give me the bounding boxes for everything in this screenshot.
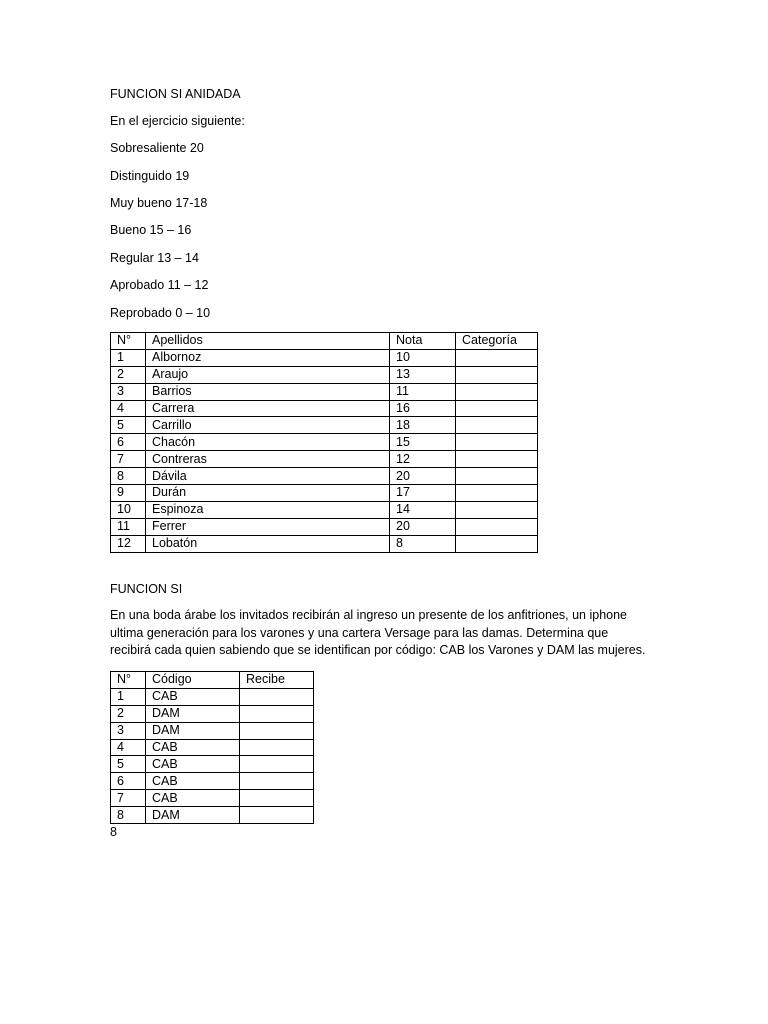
grades-table (110, 332, 538, 553)
table-cell: Ferrer (146, 518, 390, 535)
table-cell: CAB (146, 773, 240, 790)
table-cell: CAB (146, 739, 240, 756)
table-row (111, 688, 314, 705)
table-row (111, 434, 538, 451)
table-cell: DAM (146, 705, 240, 722)
table-cell: CAB (146, 756, 240, 773)
table-row (111, 468, 538, 485)
table-row (111, 349, 538, 366)
table-cell: Lobatón (146, 535, 390, 552)
table-cell: 8 (111, 807, 146, 824)
table-cell: 5 (111, 417, 146, 434)
table-cell: Dávila (146, 468, 390, 485)
table-cell: 2 (111, 705, 146, 722)
table-cell: 8 (390, 535, 456, 552)
codes-table (110, 671, 314, 824)
table-cell: 10 (390, 349, 456, 366)
header-categoria: Categoría (456, 333, 538, 350)
table-cell: CAB (146, 790, 240, 807)
section2-paragraph-line-3: recibirá cada quien sabiendo que se identifican por código: CAB los Varones y DAM las mujeres. (110, 643, 646, 657)
table-cell: 2 (111, 366, 146, 383)
table-cell: 13 (390, 366, 456, 383)
table-cell (240, 790, 314, 807)
table-row (111, 807, 314, 824)
table-cell (456, 366, 538, 383)
table-cell (240, 756, 314, 773)
grade-item: Distinguido 19 (110, 169, 190, 183)
table-row (111, 383, 538, 400)
table-cell (456, 485, 538, 502)
section2-paragraph-line-2: ultima generación para los varones y una cartera Versage para las damas. Determina que (110, 626, 609, 640)
grade-item: Aprobado 11 – 12 (110, 278, 209, 292)
table-cell: 7 (111, 790, 146, 807)
table-cell: Barrios (146, 383, 390, 400)
table-row (111, 501, 538, 518)
table-cell (456, 417, 538, 434)
table-cell: 20 (390, 468, 456, 485)
table-cell: 3 (111, 383, 146, 400)
grade-item: Regular 13 – 14 (110, 251, 199, 265)
table-cell: 6 (111, 773, 146, 790)
header-num: N° (111, 333, 146, 350)
table-cell (240, 722, 314, 739)
table-cell: 11 (390, 383, 456, 400)
table-cell: Albornoz (146, 349, 390, 366)
table-cell (456, 535, 538, 552)
table-cell (456, 501, 538, 518)
table-cell: Contreras (146, 451, 390, 468)
table-cell: Durán (146, 485, 390, 502)
section2-title: FUNCION SI (110, 582, 183, 596)
table-cell (240, 773, 314, 790)
table-cell: 17 (390, 485, 456, 502)
table-row (111, 756, 314, 773)
table-cell: Chacón (146, 434, 390, 451)
table-header-row (111, 333, 538, 350)
header-nota: Nota (390, 333, 456, 350)
table-cell: 4 (111, 739, 146, 756)
table-cell: 20 (390, 518, 456, 535)
table-row (111, 739, 314, 756)
table-cell (456, 400, 538, 417)
grade-item: Muy bueno 17-18 (110, 196, 208, 210)
header-apellidos: Apellidos (146, 333, 390, 350)
table-row (111, 417, 538, 434)
table-cell: 4 (111, 400, 146, 417)
table-cell (240, 688, 314, 705)
table-cell: 7 (111, 451, 146, 468)
table-cell: Carrera (146, 400, 390, 417)
table-cell (240, 739, 314, 756)
table-cell (456, 451, 538, 468)
table-cell: CAB (146, 688, 240, 705)
table-cell: DAM (146, 722, 240, 739)
table-row (111, 722, 314, 739)
table-row (111, 400, 538, 417)
header-num: N° (111, 672, 146, 689)
table-cell: Carrillo (146, 417, 390, 434)
table-cell: DAM (146, 807, 240, 824)
table-cell: 14 (390, 501, 456, 518)
table-cell (456, 383, 538, 400)
table-cell: 1 (111, 688, 146, 705)
table-row (111, 451, 538, 468)
table-row (111, 518, 538, 535)
table-row (111, 485, 538, 502)
table-row (111, 773, 314, 790)
table-cell: 5 (111, 756, 146, 773)
table-row (111, 535, 538, 552)
table-cell: 1 (111, 349, 146, 366)
section2-paragraph-line-1: En una boda árabe los invitados recibirán al ingreso un presente de los anfitriones, un iphone (110, 608, 628, 622)
table-cell: 11 (111, 518, 146, 535)
table-cell: 15 (390, 434, 456, 451)
table-cell: 9 (111, 485, 146, 502)
table-row (111, 705, 314, 722)
trailing-text: 8 (110, 825, 117, 839)
table-cell (240, 705, 314, 722)
table-cell: Araujo (146, 366, 390, 383)
grade-item: Reprobado 0 – 10 (110, 306, 211, 320)
table-cell (456, 349, 538, 366)
table-cell: 8 (111, 468, 146, 485)
grade-item: Bueno 15 – 16 (110, 223, 192, 237)
section1-title: FUNCION SI ANIDADA (110, 87, 241, 101)
header-codigo: Código (146, 672, 240, 689)
section1-intro: En el ejercicio siguiente: (110, 114, 245, 128)
table-header-row (111, 672, 314, 689)
table-cell: 10 (111, 501, 146, 518)
grade-item: Sobresaliente 20 (110, 141, 204, 155)
table-row (111, 790, 314, 807)
table-cell (456, 434, 538, 451)
table-cell (456, 518, 538, 535)
table-cell: 12 (111, 535, 146, 552)
table-cell: 18 (390, 417, 456, 434)
header-recibe: Recibe (240, 672, 314, 689)
table-cell (456, 468, 538, 485)
table-cell: 12 (390, 451, 456, 468)
table-cell (240, 807, 314, 824)
table-row (111, 366, 538, 383)
table-cell: 16 (390, 400, 456, 417)
table-cell: 3 (111, 722, 146, 739)
table-cell: Espinoza (146, 501, 390, 518)
table-cell: 6 (111, 434, 146, 451)
